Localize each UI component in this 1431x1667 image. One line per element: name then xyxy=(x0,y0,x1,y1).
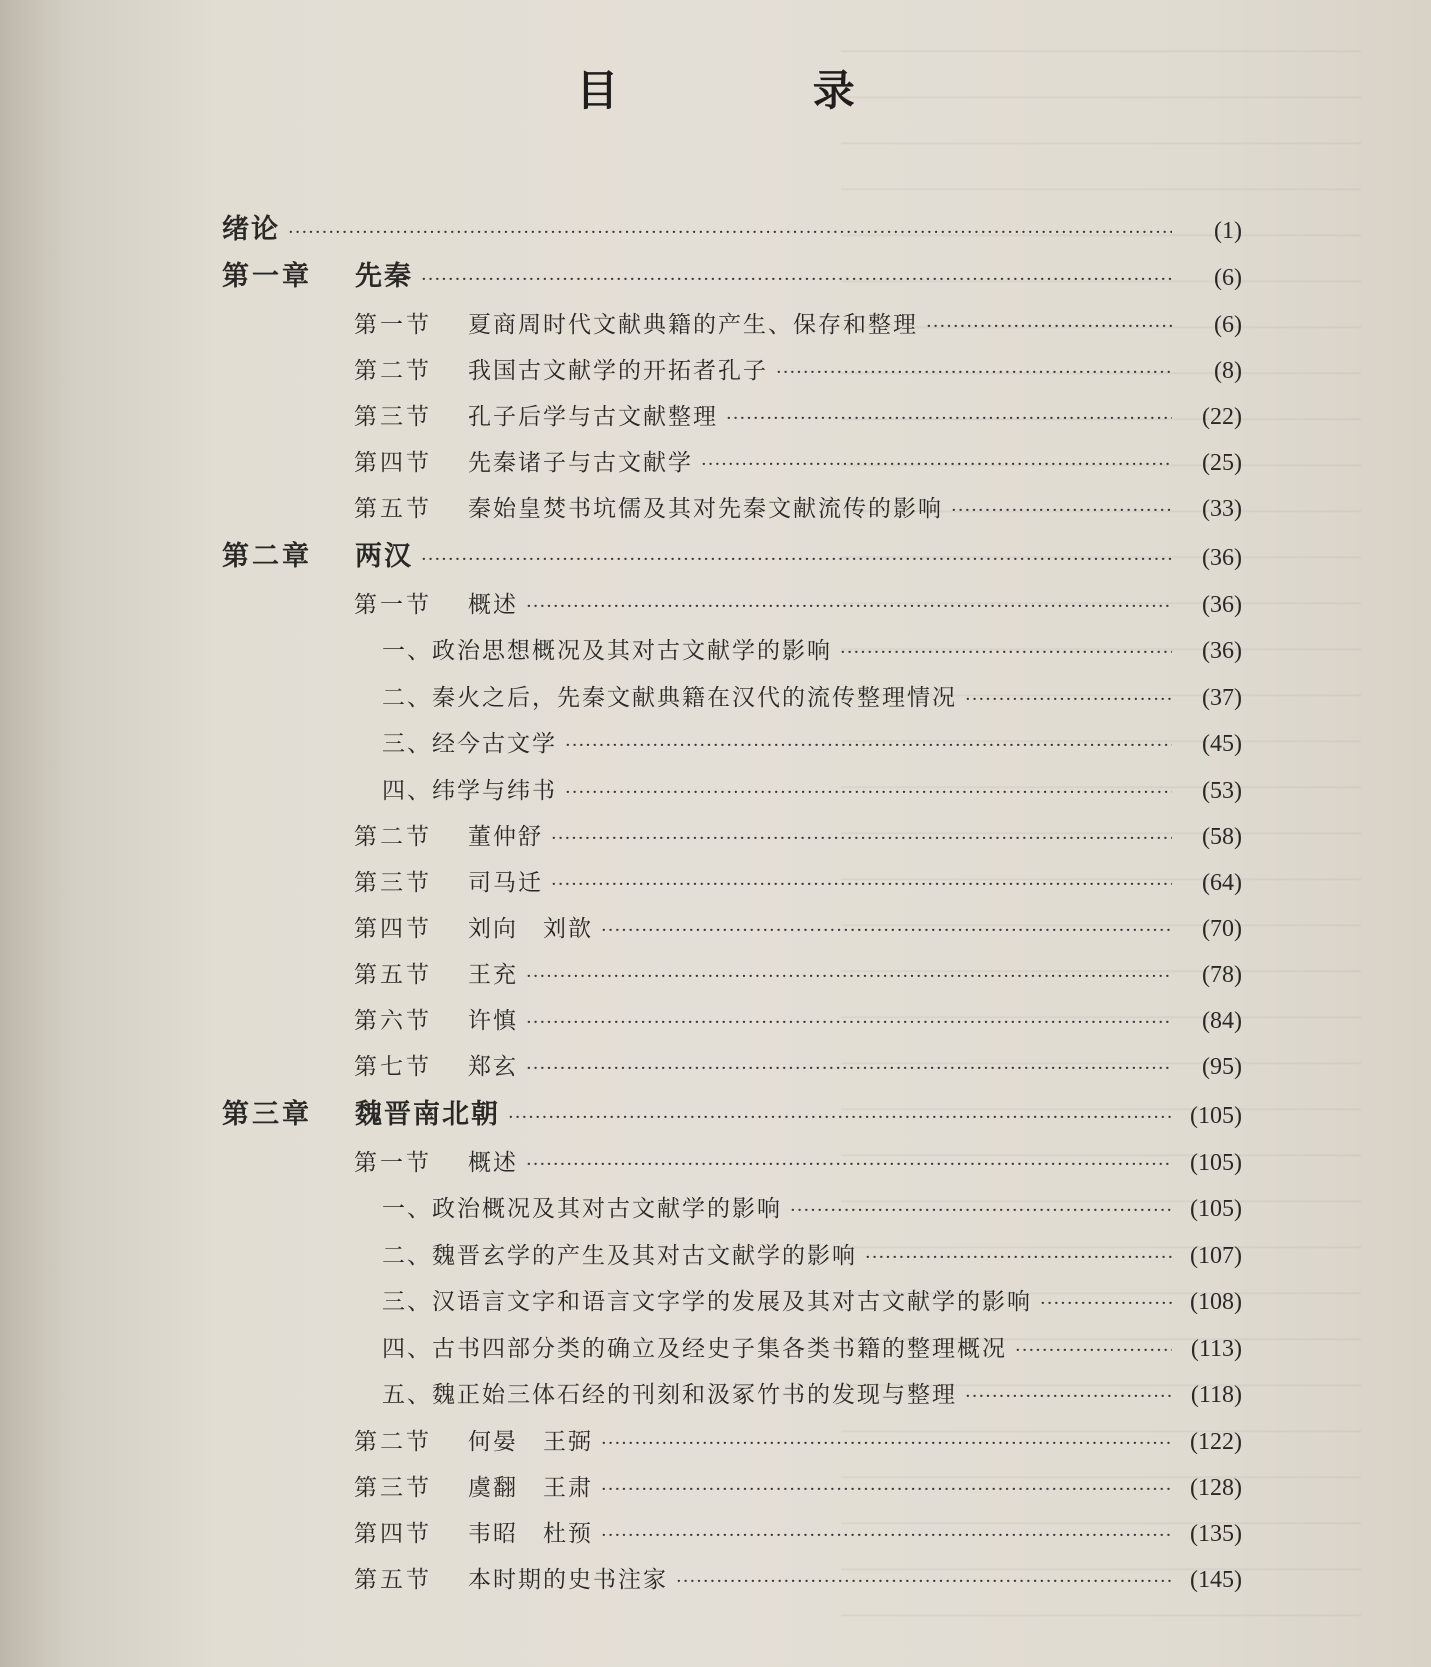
toc-entry-title: 先秦诸子与古文献学 xyxy=(468,450,693,476)
toc-entry-number: 第五节 xyxy=(354,1566,432,1593)
toc-entry-title: 司马迁 xyxy=(468,870,543,896)
page-title: 目 录 xyxy=(576,66,945,115)
toc-page-number: (145) xyxy=(1190,1566,1242,1593)
dot-leader xyxy=(601,1513,1172,1559)
toc-entry-title: 概述 xyxy=(468,1150,518,1176)
toc-section-entry xyxy=(222,348,1242,394)
toc-page-number: (128) xyxy=(1190,1474,1242,1501)
toc-item-entry xyxy=(222,1279,1242,1326)
toc-entry-title: 刘向 刘歆 xyxy=(468,916,593,942)
toc-entry-title: 四、纬学与纬书 xyxy=(382,777,557,804)
toc-item-entry xyxy=(222,1186,1242,1233)
toc-entry-title: 何晏 王弼 xyxy=(468,1428,593,1455)
toc-item-entry xyxy=(222,675,1242,722)
toc-item-entry xyxy=(222,628,1242,675)
toc-section-entry xyxy=(222,952,1242,998)
toc-entry-title: 先秦 xyxy=(355,261,413,292)
dot-leader xyxy=(1040,1281,1172,1328)
toc-entry-number: 第三节 xyxy=(354,870,432,896)
toc-page-number: (6) xyxy=(1214,265,1242,291)
toc-entry-title: 五、魏正始三体石经的刊刻和汲冢竹书的发现与整理 xyxy=(382,1382,957,1408)
toc-page-number: (95) xyxy=(1202,1054,1242,1080)
toc-entry-title: 虞翻 王肃 xyxy=(468,1474,593,1501)
dot-leader xyxy=(865,1235,1172,1282)
toc-chapter-entry xyxy=(222,1090,1242,1140)
toc-section-entry xyxy=(222,814,1242,860)
toc-entry-number: 第四节 xyxy=(354,1520,432,1547)
toc-entry-number: 第三节 xyxy=(354,1474,432,1501)
toc-entry-number: 第四节 xyxy=(354,916,432,942)
toc-entry-number: 第一节 xyxy=(354,312,432,338)
dot-leader xyxy=(288,211,1172,255)
dot-leader xyxy=(926,304,1172,350)
toc-page-number: (108) xyxy=(1190,1289,1242,1315)
toc-entry-title: 一、政治思想概况及其对古文献学的影响 xyxy=(382,638,832,664)
dot-leader xyxy=(526,1000,1172,1046)
dot-leader xyxy=(551,862,1172,908)
table-of-contents xyxy=(222,208,1242,1603)
toc-chapter-entry xyxy=(222,532,1242,582)
toc-section-entry xyxy=(222,1044,1242,1090)
toc-entry-title: 郑玄 xyxy=(468,1054,518,1080)
dot-leader xyxy=(565,723,1172,770)
dot-leader xyxy=(840,630,1172,677)
toc-page-number: (36) xyxy=(1202,638,1242,664)
toc-page-number: (33) xyxy=(1202,496,1242,522)
toc-entry-title: 概述 xyxy=(468,592,518,618)
toc-page-number: (122) xyxy=(1190,1428,1242,1455)
dot-leader xyxy=(676,1559,1172,1605)
toc-page-number: (53) xyxy=(1202,777,1242,804)
toc-entry-number: 第一节 xyxy=(354,1150,432,1176)
toc-entry-number: 第一章 xyxy=(222,261,312,292)
toc-page-number: (36) xyxy=(1202,545,1242,571)
toc-page-number: (135) xyxy=(1190,1520,1242,1547)
toc-entry-title: 孔子后学与古文献整理 xyxy=(468,404,718,430)
toc-entry-number: 第二节 xyxy=(354,824,432,850)
toc-entry-title: 四、古书四部分类的确立及经史子集各类书籍的整理概况 xyxy=(382,1335,1007,1362)
toc-section-entry xyxy=(222,1419,1242,1465)
toc-entry-number: 第三节 xyxy=(354,404,432,430)
toc-page-number: (113) xyxy=(1190,1335,1242,1362)
toc-page-number: (37) xyxy=(1202,684,1242,711)
toc-entry-number: 第二节 xyxy=(354,1428,432,1455)
toc-item-entry xyxy=(222,1326,1242,1373)
dot-leader xyxy=(601,1467,1172,1513)
toc-page-number: (58) xyxy=(1202,824,1242,850)
dot-leader xyxy=(965,1374,1172,1421)
toc-section-entry xyxy=(222,1140,1242,1186)
toc-page-number: (105) xyxy=(1190,1103,1242,1129)
toc-page-number: (1) xyxy=(1214,218,1242,244)
toc-section-entry xyxy=(222,440,1242,486)
dot-leader xyxy=(526,584,1172,630)
toc-entry-number: 第三章 xyxy=(222,1099,312,1130)
toc-page-number: (105) xyxy=(1190,1196,1242,1222)
dot-leader xyxy=(421,255,1172,305)
toc-page-number: (25) xyxy=(1202,450,1242,476)
dot-leader xyxy=(508,1093,1172,1143)
toc-entry-number: 第二节 xyxy=(354,358,432,384)
dot-leader xyxy=(526,1142,1172,1188)
toc-entry-title: 两汉 xyxy=(355,541,413,572)
toc-entry-number: 第四节 xyxy=(354,450,432,476)
toc-page-number: (107) xyxy=(1190,1242,1242,1269)
toc-entry-number: 第一节 xyxy=(354,592,432,618)
toc-item-entry xyxy=(222,721,1242,768)
toc-entry-number: 第二章 xyxy=(222,541,312,572)
dot-leader xyxy=(601,1421,1172,1467)
toc-item-entry xyxy=(222,1233,1242,1280)
toc-section-entry xyxy=(222,998,1242,1044)
toc-entry-title: 秦始皇焚书坑儒及其对先秦文献流传的影响 xyxy=(468,496,943,522)
toc-entry-title: 绪论 xyxy=(222,214,280,245)
toc-entry-title: 我国古文献学的开拓者孔子 xyxy=(468,358,768,384)
toc-section-entry xyxy=(222,486,1242,532)
toc-section-entry xyxy=(222,1557,1242,1603)
toc-page-number: (64) xyxy=(1202,870,1242,896)
toc-page-number: (84) xyxy=(1202,1008,1242,1034)
toc-page-number: (78) xyxy=(1202,962,1242,988)
toc-entry-title: 王充 xyxy=(468,962,518,988)
toc-page-number: (105) xyxy=(1190,1150,1242,1176)
toc-entry-title: 韦昭 杜预 xyxy=(468,1520,593,1547)
toc-section-entry xyxy=(222,582,1242,628)
dot-leader xyxy=(726,396,1172,442)
toc-page-number: (8) xyxy=(1214,358,1242,384)
dot-leader xyxy=(790,1188,1172,1235)
toc-entry-number: 第六节 xyxy=(354,1008,432,1034)
toc-page-number: (22) xyxy=(1202,404,1242,430)
toc-page-number: (6) xyxy=(1214,312,1242,338)
toc-entry-title: 许慎 xyxy=(468,1008,518,1034)
dot-leader xyxy=(601,908,1172,954)
toc-section-entry xyxy=(222,1511,1242,1557)
toc-entry-title: 一、政治概况及其对古文献学的影响 xyxy=(382,1196,782,1222)
toc-entry-title: 魏晋南北朝 xyxy=(355,1099,500,1130)
toc-page-number: (36) xyxy=(1202,592,1242,618)
dot-leader xyxy=(526,954,1172,1000)
toc-entry-title: 三、汉语言文字和语言文字学的发展及其对古文献学的影响 xyxy=(382,1289,1032,1315)
dot-leader xyxy=(565,770,1172,817)
toc-section-entry xyxy=(222,394,1242,440)
toc-section-entry xyxy=(222,906,1242,952)
toc-section-entry xyxy=(222,302,1242,348)
toc-entry-title: 本时期的史书注家 xyxy=(468,1566,668,1593)
toc-entry-number: 第七节 xyxy=(354,1054,432,1080)
toc-entry-number: 第五节 xyxy=(354,496,432,522)
toc-page-number: (118) xyxy=(1190,1382,1242,1408)
dot-leader xyxy=(1015,1328,1172,1375)
toc-item-entry xyxy=(222,1372,1242,1419)
toc-page-number: (70) xyxy=(1202,916,1242,942)
dot-leader xyxy=(965,677,1172,724)
dot-leader xyxy=(551,816,1172,862)
toc-chapter-entry xyxy=(222,208,1242,252)
toc-entry-title: 三、经今古文学 xyxy=(382,731,557,757)
toc-item-entry xyxy=(222,768,1242,815)
dot-leader xyxy=(776,350,1172,396)
dot-leader xyxy=(526,1046,1172,1092)
toc-entry-title: 董仲舒 xyxy=(468,824,543,850)
toc-page-number: (45) xyxy=(1202,731,1242,757)
dot-leader xyxy=(421,535,1172,585)
toc-section-entry xyxy=(222,1465,1242,1511)
toc-entry-number: 第五节 xyxy=(354,962,432,988)
toc-chapter-entry xyxy=(222,252,1242,302)
toc-entry-title: 二、魏晋玄学的产生及其对古文献学的影响 xyxy=(382,1242,857,1269)
toc-section-entry xyxy=(222,860,1242,906)
dot-leader xyxy=(701,442,1172,488)
toc-entry-title: 二、秦火之后，先秦文献典籍在汉代的流传整理情况 xyxy=(382,684,957,711)
dot-leader xyxy=(951,488,1172,534)
toc-entry-title: 夏商周时代文献典籍的产生、保存和整理 xyxy=(468,312,918,338)
